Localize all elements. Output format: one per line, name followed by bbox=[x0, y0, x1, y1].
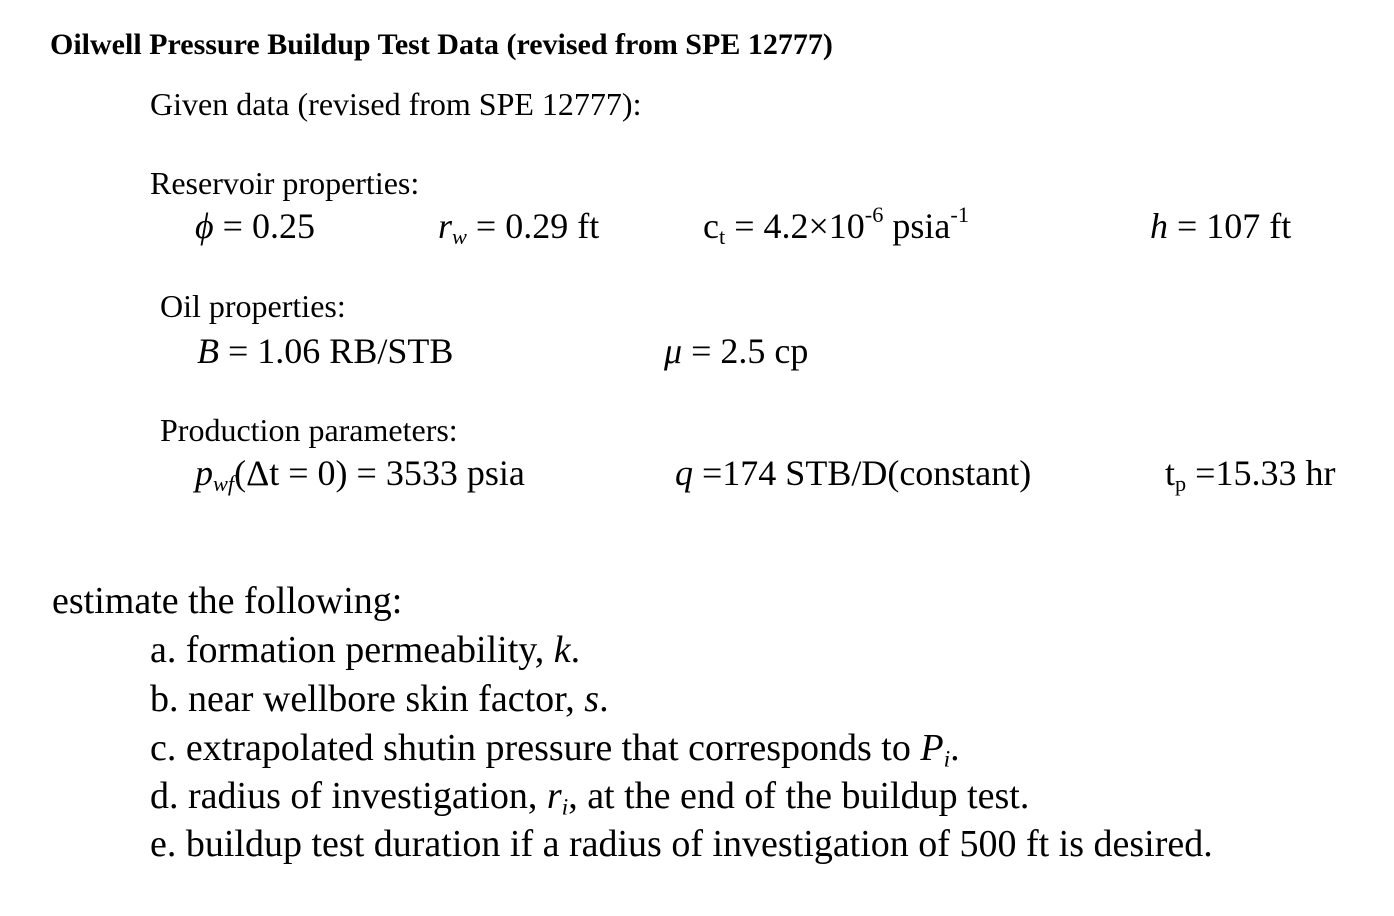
pwf-subscript: wf bbox=[213, 471, 235, 497]
ct-unit-exponent: -1 bbox=[950, 201, 969, 227]
page-title: Oilwell Pressure Buildup Test Data (revised from SPE 12777) bbox=[50, 28, 833, 61]
item-c-text: c. extrapolated shutin pressure that corresponds to bbox=[150, 727, 921, 769]
item-c bbox=[150, 727, 960, 773]
porosity-rhs: = 0.25 bbox=[213, 206, 315, 246]
pwf-rhs: (Δt = 0) = 3533 psia bbox=[234, 453, 525, 493]
compressibility-value bbox=[703, 201, 969, 250]
reservoir-heading: Reservoir properties: bbox=[150, 165, 420, 201]
q-symbol: q bbox=[675, 453, 693, 493]
item-d-sub: i bbox=[561, 794, 569, 821]
item-b bbox=[150, 680, 609, 718]
mu-symbol: μ bbox=[664, 331, 683, 371]
item-d-var: r bbox=[546, 775, 562, 817]
B-rhs: = 1.06 RB/STB bbox=[219, 331, 454, 371]
oil-heading: Oil properties: bbox=[160, 288, 346, 324]
item-c-sub: i bbox=[943, 746, 951, 773]
item-c-var: P bbox=[920, 727, 944, 769]
thickness-value bbox=[1150, 208, 1291, 244]
rw-rhs: = 0.29 ft bbox=[466, 206, 600, 246]
item-a bbox=[150, 631, 580, 669]
item-c-end: . bbox=[950, 727, 960, 769]
porosity-value bbox=[195, 208, 315, 244]
porosity-symbol: ϕ bbox=[195, 206, 214, 246]
tp-subscript: p bbox=[1175, 471, 1187, 497]
ct-exponent: -6 bbox=[864, 201, 884, 227]
item-e: e. buildup test duration if a radius of investigation of 500 ft is desired. bbox=[150, 823, 1213, 865]
fvf-value bbox=[197, 333, 453, 369]
production-heading: Production parameters: bbox=[160, 412, 458, 448]
pwf-symbol: p bbox=[195, 453, 213, 493]
wellbore-radius-value bbox=[438, 206, 600, 250]
ct-mid: = 4.2×10 bbox=[725, 206, 865, 246]
mu-rhs: = 2.5 cp bbox=[682, 331, 809, 371]
producing-time-value bbox=[1165, 453, 1336, 497]
ct-subscript: t bbox=[718, 224, 726, 250]
item-a-text: a. formation permeability, bbox=[150, 629, 554, 671]
item-d-text: d. radius of investigation, bbox=[150, 775, 547, 817]
viscosity-value bbox=[664, 333, 808, 369]
estimate-heading: estimate the following: bbox=[52, 580, 403, 622]
item-b-text: b. near wellbore skin factor, bbox=[150, 678, 585, 720]
tp-rhs: =15.33 hr bbox=[1186, 453, 1336, 493]
item-a-end: . bbox=[570, 629, 581, 671]
h-rhs: = 107 ft bbox=[1168, 206, 1292, 246]
item-d bbox=[150, 775, 1030, 821]
h-symbol: h bbox=[1150, 206, 1168, 246]
q-rhs: =174 STB/D(constant) bbox=[693, 453, 1032, 493]
item-b-end: . bbox=[599, 678, 609, 720]
given-data-heading: Given data (revised from SPE 12777): bbox=[150, 86, 642, 122]
rw-subscript: w bbox=[452, 224, 467, 250]
item-d-end: , at the end of the buildup test. bbox=[568, 775, 1030, 817]
ct-symbol: c bbox=[703, 206, 719, 246]
item-a-var: k bbox=[553, 629, 571, 671]
pwf-value bbox=[195, 453, 525, 497]
ct-unit: psia bbox=[883, 206, 951, 246]
item-b-var: s bbox=[584, 678, 600, 720]
tp-symbol: t bbox=[1165, 453, 1176, 493]
rate-value bbox=[675, 455, 1031, 491]
B-symbol: B bbox=[197, 331, 219, 371]
rw-symbol: r bbox=[438, 206, 453, 246]
